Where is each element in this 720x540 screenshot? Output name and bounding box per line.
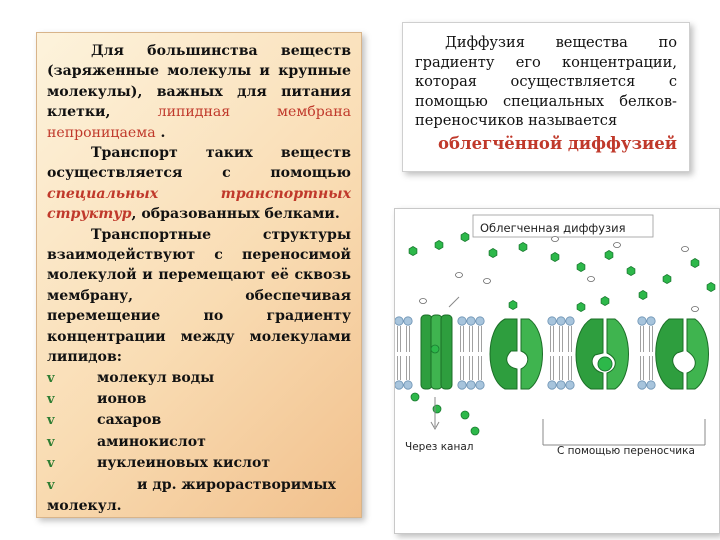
ion-molecule (456, 273, 463, 278)
facilitated-diffusion-diagram (394, 208, 720, 534)
solute-molecule (605, 251, 613, 260)
solute-molecule (551, 253, 559, 262)
diamond-bullet-icon: v (47, 370, 55, 386)
carrier-protein-2 (576, 319, 629, 389)
label-carrier: С помощью переносчика (557, 445, 695, 457)
solute-molecule (489, 249, 497, 258)
impermeable-highlight: липидная мембрана непроницаема (47, 104, 351, 141)
facilitated-diffusion-term: облегчённой диффузией (437, 133, 677, 153)
list-item: v аминокислот (47, 432, 351, 453)
transport-end: , образованных белками. (131, 206, 340, 223)
paragraph-transport (47, 143, 351, 225)
diamond-bullet-icon: v (47, 413, 55, 429)
lipid-head (557, 317, 565, 325)
transported-molecule (431, 345, 439, 353)
lipid-head (638, 381, 646, 389)
solute-molecule (639, 291, 647, 300)
solute-molecule (601, 297, 609, 306)
diamond-bullet-icon: v (47, 456, 55, 472)
lipid-head (566, 317, 574, 325)
substance-list (47, 368, 351, 496)
diagram-title: Облегченная диффузия (480, 221, 626, 235)
intro-end: . (155, 124, 166, 141)
lipid-head (458, 317, 466, 325)
lipid-head (467, 317, 475, 325)
transported-molecule (411, 393, 419, 401)
lipid-head (566, 381, 574, 389)
list-item: v ионов (47, 389, 351, 410)
lipid-head (647, 317, 655, 325)
ion-molecule (588, 277, 595, 282)
diamond-bullet-icon: v (47, 434, 55, 450)
solute-molecule (509, 301, 517, 310)
diagram-svg (395, 209, 720, 534)
diamond-bullet-icon: v (47, 391, 55, 407)
list-item: v молекул воды (47, 368, 351, 389)
diamond-bullet-icon: v (47, 477, 55, 493)
ion-molecule (614, 243, 621, 248)
list-item: v и др. жирорастворимых (47, 475, 351, 496)
ion-molecule (682, 247, 689, 252)
definition-text: Диффузия вещества по градиенту его концентрации, которая осуществляется с помощью специальных белков-переносчиков называется (415, 34, 677, 130)
solute-molecule (691, 259, 699, 268)
carrier-protein-3 (656, 319, 709, 389)
left-text-panel (36, 32, 362, 518)
ion-molecule (484, 279, 491, 284)
lipid-head (548, 317, 556, 325)
solute-molecule (663, 275, 671, 284)
lipid-head (458, 381, 466, 389)
lipid-head (404, 317, 412, 325)
lipid-head (647, 381, 655, 389)
solute-molecule (707, 283, 715, 292)
solute-molecule (435, 241, 443, 250)
lipid-head (638, 317, 646, 325)
list-item: v сахаров (47, 410, 351, 431)
transported-molecule (471, 427, 479, 435)
definition-panel (402, 22, 690, 172)
solute-molecule (461, 233, 469, 242)
ion-molecule (552, 237, 559, 242)
solute-molecule (627, 267, 635, 276)
list-tail: молекул. (47, 497, 122, 514)
solute-molecule (409, 247, 417, 256)
solute-molecule (577, 303, 585, 312)
lipid-head (404, 381, 412, 389)
lipid-head (548, 381, 556, 389)
paragraph-intro (47, 41, 351, 143)
label-channel: Через канал (405, 441, 474, 453)
carrier-protein-1 (490, 319, 543, 389)
solute-molecule (577, 263, 585, 272)
solute-molecule (519, 243, 527, 252)
ion-molecule (692, 307, 699, 312)
list-item: v нуклеиновых кислот (47, 453, 351, 474)
intro-text: Для большинства веществ (заряженные молекулы и крупные молекулы), важных для питания клетки, (47, 43, 351, 121)
lipid-head (557, 381, 565, 389)
lipid-head (395, 317, 403, 325)
paragraph-interaction: Транспортные структуры взаимодействуют с переносимой молекулой и перемещают её сквозь мембрану, обеспечивая перемещение по градиенту концентрации между молекулами липидов: (47, 226, 351, 366)
lipid-head (467, 381, 475, 389)
lipid-head (395, 381, 403, 389)
ion-molecule (420, 299, 427, 304)
lipid-head (476, 381, 484, 389)
transport-text: Транспорт таких веществ осуществляется с помощью (47, 145, 351, 182)
transported-molecule (433, 405, 441, 413)
lipid-head (476, 317, 484, 325)
transported-molecule (461, 411, 469, 419)
structures-highlight: специальных транспортных структур (47, 185, 351, 223)
